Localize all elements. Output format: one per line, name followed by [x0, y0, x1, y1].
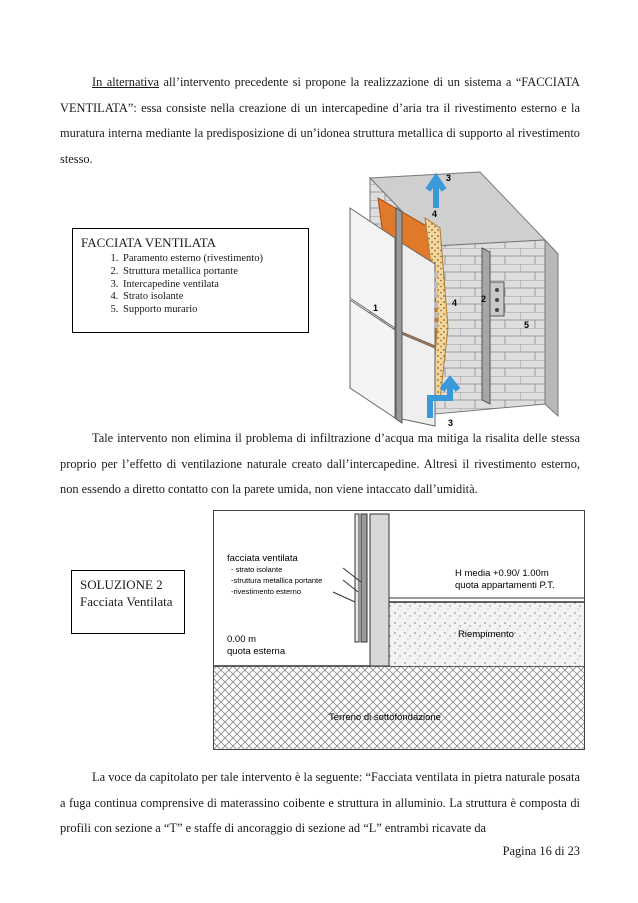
section-item: -rivestimento esterno	[231, 587, 302, 596]
section-item: -struttura metallica portante	[231, 576, 323, 585]
label-2: 2	[481, 294, 487, 304]
intro-underlined: In alternativa	[92, 75, 160, 89]
paragraph-2-text: Tale intervento non elimina il problema di infiltrazione d’acqua ma mitiga la risalita delle stessa proprio per l’effetto di ventilazione naturale creato dall’intercapedine. Altresì il rivestimento esterno, non essendo a diretto contatto con la parete umida, non viene intaccato dall’umidità.	[60, 431, 580, 497]
section-title: facciata ventilata	[227, 553, 298, 564]
label-1: 1	[373, 303, 379, 313]
label-5: 5	[524, 320, 530, 330]
legend-list	[81, 253, 300, 317]
facade-legend-box	[72, 228, 309, 333]
label-3-bottom: 3	[448, 418, 454, 428]
paragraph-3-text: La voce da capitolato per tale intervento è la seguente: “Facciata ventilata in pietra naturale posata a fuga continua comprensive di materassino coibente e struttura in alluminio. La struttura è composta di profili con sezione a “T” e staffe di ancoraggio di sezione ad “L” entrambi ricavate da	[60, 770, 580, 836]
solution-subtitle: Facciata Ventilata	[80, 594, 173, 609]
paragraph-3	[60, 765, 580, 842]
solution-box	[71, 570, 185, 634]
legend-item: 4. Strato isolante	[121, 291, 300, 304]
legend-item: 3. Intercapedine ventilata	[121, 279, 300, 292]
level-label-2: quota esterna	[227, 646, 286, 657]
paragraph-2	[60, 426, 580, 503]
legend-title: FACCIATA VENTILATA	[81, 235, 217, 250]
intro-paragraph	[60, 70, 580, 172]
legend-item: 2. Struttura metallica portante	[121, 266, 300, 279]
section-item: - strato isolante	[231, 565, 283, 574]
intro-text: all’intervento precedente si propone la realizzazione di un sistema a “FACCIATA VENTILATA”: essa consiste nella creazione di un intercapedine d’aria tra il rivestimento esterno e la muratura interna mediante la predisposizione di un’idonea struttura metallica di supporto al rivestimento stesso.	[60, 75, 580, 166]
facade-section-drawing	[213, 510, 585, 750]
solution-title: SOLUZIONE 2	[80, 577, 163, 592]
page-number: Pagina 16 di 23	[502, 844, 580, 858]
height-label-1: H media +0.90/ 1.00m	[455, 568, 549, 579]
level-label-1: 0.00 m	[227, 634, 257, 645]
label-4-mid: 4	[452, 298, 458, 308]
legend-item: 1. Paramento esterno (rivestimento)	[121, 253, 300, 266]
ventilated-facade-illustration	[340, 168, 580, 430]
height-label-2: quota appartamenti P.T.	[455, 580, 555, 591]
legend-item: 5. Supporto murario	[121, 304, 300, 317]
fill-label: Riempimento	[458, 629, 514, 640]
ground-label: Terreno di sottofondazione	[329, 712, 441, 723]
label-4-top: 4	[432, 209, 438, 219]
label-3-top: 3	[446, 173, 452, 183]
